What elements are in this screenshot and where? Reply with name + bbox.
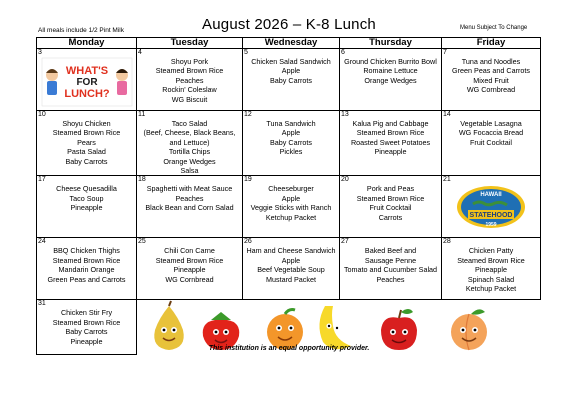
menu-item: Beef Vegetable Soup [257,265,325,275]
menu-items [243,57,339,85]
day-number: 27 [341,238,349,246]
menu-item: Pineapple [70,336,103,346]
menu-item: BBQ Chicken Thighs [53,246,120,256]
week-row [37,111,541,176]
badge-text-2: STATEHOOD [469,212,513,220]
menu-item: Chicken Patty [468,246,514,256]
menu-item: Shoyu Chicken [62,119,111,128]
menu-item: Steamed Brown Rice [52,317,121,327]
menu-items [340,246,441,284]
menu-item: Peaches [376,274,405,284]
menu-item: Veggie Sticks with Ranch [250,203,332,213]
day-number: 5 [244,49,248,56]
menu-items [137,57,242,104]
weekday-header-row [37,38,541,49]
menu-item: WG Biscuit [171,94,208,104]
menu-items [243,246,339,284]
menu-items [340,184,441,222]
logo-line-1: WHAT'S [65,65,108,77]
menu-item: Roasted Sweet Potatoes [350,137,431,147]
day-cell [340,111,442,176]
menu-item: Mandarin Orange [58,265,115,275]
day-cell [340,238,442,300]
menu-items [340,57,441,85]
day-number: 12 [244,111,252,118]
day-number: 10 [38,111,46,118]
menu-items [442,119,540,147]
menu-item: Ketchup Packet [265,212,317,222]
menu-item: Baby Carrots [270,137,312,147]
day-cell [137,111,243,176]
menu-item: Steamed Brown Rice [457,255,525,265]
day-cell [340,49,442,111]
weekday-friday: Friday [442,38,541,49]
menu-item: and Lettuce) [169,137,210,147]
menu-item: Shoyu Pork [170,57,209,66]
menu-item: Mustard Packet [266,274,316,284]
day-number: 6 [341,49,345,56]
equal-opportunity-statement: This institution is an equal opportunity provider. [208,345,370,352]
banana-icon [319,306,351,349]
menu-item: Baby Carrots [270,75,312,85]
menu-item: Pickles [279,147,303,157]
weekday-tuesday: Tuesday [137,38,243,49]
day-number: 21 [443,176,451,184]
menu-item: Green Peas and Carrots [452,66,530,76]
menu-item: Chili Con Carne [164,246,215,256]
menu-item: Peaches [175,75,204,85]
menu-items [37,246,136,284]
lunch-calendar [36,37,541,355]
menu-items [442,246,540,293]
menu-item: Black Bean and Corn Salad [145,203,234,213]
menu-item: Green Peas and Carrots [47,274,126,284]
menu-item: Spaghetti with Meat Sauce [146,184,233,194]
menu-item: Steamed Brown Rice [356,128,425,138]
day-cell [442,176,541,238]
day-number: 14 [443,111,451,118]
menu-items [37,184,136,212]
menu-item: Apple [281,66,301,76]
menu-item: Pineapple [374,147,407,157]
menu-item: Romaine Lettuce [363,66,418,76]
weekday-monday: Monday [37,38,137,49]
day-cell [137,49,243,111]
menu-item: Pasta Salad [67,147,106,157]
menu-item: Sausage Penne [364,255,417,265]
day-cell [442,111,541,176]
menu-item: Cheese Quesadilla [56,184,117,194]
menu-item: Baked Beef and [364,246,417,256]
menu-item: Rockin' Coleslaw [162,85,217,95]
menu-item: Fruit Cocktail [369,203,412,213]
week-row [37,238,541,300]
menu-item: Peaches [175,193,204,203]
day-number: 19 [244,176,252,184]
menu-items [137,246,242,284]
menu-item: Apple [281,193,301,203]
menu-item: Baby Carrots [65,327,108,337]
menu-item: Chicken Salad Sandwich [251,57,331,66]
day-cell [37,176,137,238]
menu-items [243,184,339,222]
menu-item: WG Cornbread [165,274,214,284]
menu-items [442,57,540,95]
day-cell [243,49,340,111]
day-cell [37,49,137,111]
week-row [37,176,541,238]
day-number: 20 [341,176,349,184]
menu-items [37,119,136,166]
day-cell [37,238,137,300]
badge-text-1: HAWAII [480,192,502,199]
menu-item: Pears [77,137,96,147]
day-number: 4 [138,49,142,56]
day-number: 7 [443,49,447,56]
menu-item: Ground Chicken Burrito Bowl [344,57,437,66]
menu-item: Pineapple [70,203,103,213]
hawaii-statehood-badge [455,184,527,230]
menu-item: Baby Carrots [65,156,108,166]
menu-item: Pineapple [475,265,507,275]
week-row [37,49,541,111]
day-number: 24 [38,238,46,246]
menu-item: Tomato and Cucumber Salad [343,265,438,275]
menu-items [37,308,136,346]
day-cell [340,176,442,238]
day-number: 17 [38,176,46,184]
day-number: 11 [138,111,146,118]
whats-for-lunch-logo [41,57,133,107]
menu-item: Apple [281,128,301,138]
menu-item: Chicken Stir Fry [60,308,113,318]
menu-item: WG Focaccia Bread [458,128,524,138]
menu-item: Spinach Salad [467,274,515,284]
page-title: August 2026 – K-8 Lunch [202,16,376,33]
menu-item: Ham and Cheese Sandwich [246,246,336,256]
menu-item: Taco Salad [171,119,208,128]
menu-item: Pork and Peas [366,184,415,194]
menu-item: Ketchup Packet [465,284,517,294]
menu-item: Orange Wedges [163,156,216,166]
day-number: 26 [244,238,252,246]
day-number: 18 [138,176,146,184]
menu-item: Steamed Brown Rice [356,193,425,203]
menu-item: Carrots [378,212,403,222]
menu-item: Pineapple [173,265,206,275]
logo-line-3: LUNCH? [63,88,110,100]
day-number: 13 [341,111,349,118]
menu-item: Steamed Brown Rice [52,255,121,265]
menu-item: Taco Soup [69,193,104,203]
weekday-wednesday: Wednesday [243,38,340,49]
day-number: 25 [138,238,146,246]
menu-item: Tuna and Noodles [461,57,521,66]
milk-note: All meals include 1/2 Pint Milk [38,27,124,34]
menu-item: Apple [281,255,301,265]
menu-change-note: Menu Subject To Change [460,25,528,31]
pear-icon [154,301,183,350]
menu-item: Fruit Cocktail [470,137,512,147]
menu-item: Vegetable Lasagna [460,119,522,128]
day-cell [243,176,340,238]
logo-line-2: FOR [75,77,98,88]
menu-item: Steamed Brown Rice [155,66,224,76]
menu-item: Tortilla Chips [168,147,211,157]
menu-item: Steamed Brown Rice [155,255,224,265]
day-cell [243,111,340,176]
day-number: 3 [38,49,42,56]
menu-item: WG Cornbread [466,85,516,95]
weekday-thursday: Thursday [340,38,442,49]
day-cell [137,238,243,300]
menu-item: Tuna Sandwich [266,119,316,128]
day-cell [243,238,340,300]
menu-item: Steamed Brown Rice [52,128,121,138]
menu-items [243,119,339,157]
menu-item: Kalua Pig and Cabbage [352,119,429,128]
menu-item: Mixed Fruit [473,75,509,85]
menu-item: Salsa [180,166,199,176]
menu-item: (Beef, Cheese, Black Beans, [143,128,236,138]
badge-text-3: 1959 [485,222,497,229]
day-cell [442,49,541,111]
day-number: 31 [38,300,46,308]
menu-items [137,184,242,212]
day-number: 28 [443,238,451,246]
day-cell [442,238,541,300]
menu-items [340,119,441,157]
day-cell [37,111,137,176]
day-cell [137,176,243,238]
menu-item: Orange Wedges [364,75,417,85]
menu-item: Cheeseburger [268,184,314,194]
menu-items [137,119,242,175]
